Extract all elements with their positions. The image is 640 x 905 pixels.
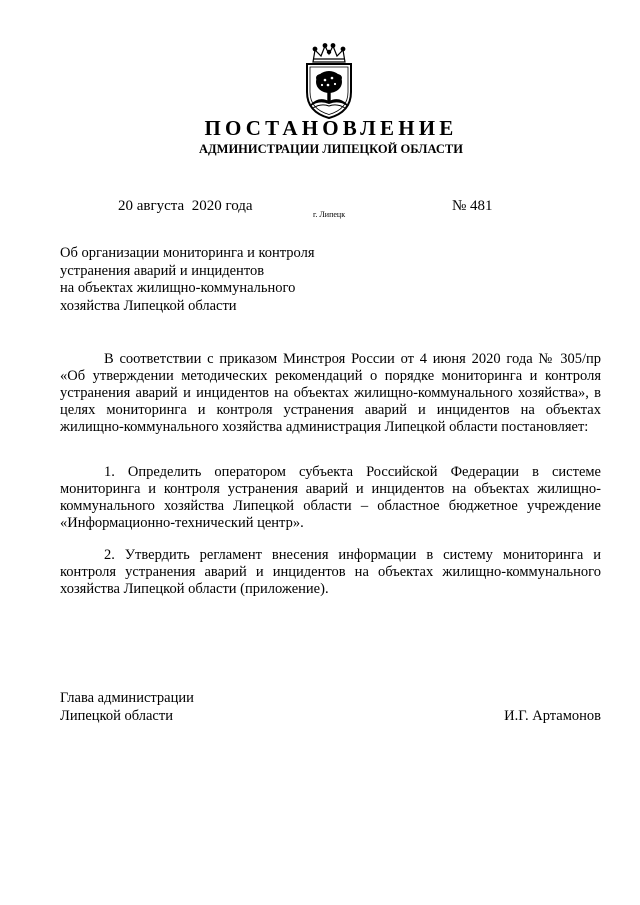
subject-line: хозяйства Липецкой области — [60, 297, 237, 314]
body-paragraph-item-2: 2. Утвердить регламент внесения информации в систему мониторинга и контроля устранения аварий и инцидентов на объектах жилищно-коммунального хозяйства Липецкой области (приложение). — [60, 547, 601, 597]
signatory-position-line: Глава администрации — [60, 690, 194, 706]
document-subtitle: АДМИНИСТРАЦИИ ЛИПЕЦКОЙ ОБЛАСТИ — [199, 142, 463, 156]
subject-line: на объектах жилищно-коммунального — [60, 280, 296, 296]
body-paragraph-preamble: В соответствии с приказом Минстроя России от 4 июня 2020 года № 305/пр «Об утверждении методических рекомендаций о порядке мониторинга и контроля устранения аварий и инцидентов на объектах жилищно-коммунального хозяйства», в целях мониторинга и контроля устранения аварий и инцидентов на объектах жилищно-коммунального хозяйства администрация Липецкой области постановляет: — [60, 351, 601, 435]
signatory-name: И.Г. Артамонов — [504, 708, 601, 724]
document-subject — [60, 245, 315, 315]
document-number: № 481 — [452, 198, 493, 214]
body-paragraph-item-1: 1. Определить оператором субъекта Российской Федерации в системе мониторинга и контроля устранения аварий и инцидентов на объектах жилищно-коммунального хозяйства Липецкой области – областное бюджетное учреждение «Информационно-технический центр». — [60, 464, 601, 531]
signatory-position-line: Липецкой области — [60, 707, 173, 724]
subject-line: Об организации мониторинга и контроля — [60, 245, 315, 261]
lipetsk-coat-of-arms-icon — [301, 42, 357, 120]
document-date: 20 августа 2020 года — [118, 198, 253, 214]
signatory-position — [60, 690, 194, 725]
subject-line: устранения аварий и инцидентов — [60, 262, 265, 279]
document-title: ПОСТАНОВЛЕНИЕ — [204, 116, 458, 140]
document-place: г. Липецк — [313, 210, 346, 219]
